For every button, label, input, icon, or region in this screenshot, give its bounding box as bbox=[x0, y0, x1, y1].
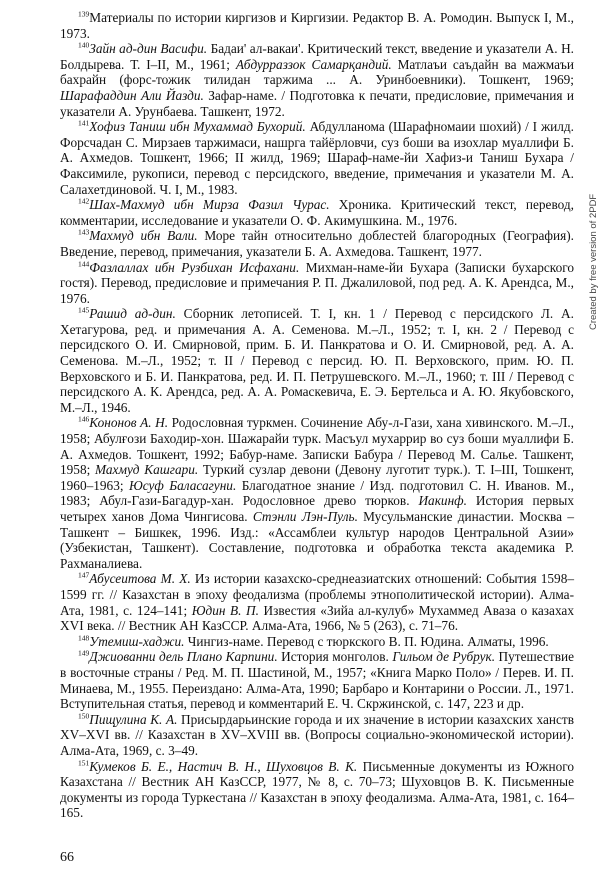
footnote-number: 147 bbox=[78, 570, 90, 580]
footnote-number: 145 bbox=[78, 305, 90, 315]
citation-text: Сборник летописей. Т. I, кн. 1 / Перевод с персидского Л. А. Хетагурова, ред. и примечания А. А. Семенова. М.–Л., 1952; т. I, кн. 2 / Перевод с персидского О. И. Смирновой, прим. Б. И. Панкратова и О. И. Смирновой, ред. А. А. Семенова. М.–Л., 1952; т. II / Перевод с персид. Ю. П. Верховского, прим. Ю. П. Верховского и Б. И. Панкратова, ред. И. П. Петрушевского. М.–Л., 1960; т. III / Перевод с персидского А. К. Арендса, ред. А. А. Ромаскевича, Е. Э. Бертельса и А. Ю. Якубовского, М.–Л., 1946. bbox=[60, 306, 574, 415]
author-name: Юсуф Баласагуни. bbox=[128, 477, 237, 493]
citation-text: Абдулланома (Шарафномаии шохий) / I жилд. Форсчадан С. Мирзаев таржимаси, нашрга тайёрловчи, суз боши ва изохлар муаллифи Б. А. Ахмедов. Тошкент, 1966; II жилд, 1969; Шараф-наме-йи Хафиз-и Таниш Бухара / Факсимиле, рукописи, перевод с персидского, введение, примечания и указатели М. А. Салахетдиновой. Ч. I, М., 1983. bbox=[60, 119, 575, 197]
citation-text: Хроника. Критический текст, перевод, комментарии, исследование и указатели О. Ф. Акимушкина. М., 1976. bbox=[60, 197, 574, 228]
footnote-number: 143 bbox=[78, 227, 90, 237]
watermark-text: Created by free version of 2PDF bbox=[588, 193, 599, 330]
citation-text: Михман-наме-йи Бухара (Записки бухарского гостя). Перевод, предисловие и примечания Р. П. Джалиловой, под ред. А. К. Арендса, М., 1976. bbox=[60, 259, 574, 306]
author-name: Абусеитова М. Х. bbox=[89, 571, 191, 587]
citation-text: Родословная туркмен. Сочинение Абу-л-Гази, хана хивинского. М.–Л., 1958; Абулғози Баходир-хон. Шажарайи турк. Масъул мухаррир во суз боши муаллифи Б. А. Ахмедов. Тошкент, 1992; Бабур-наме. Записки Бабура / Перевод М. Салье. Ташкент, 1958; bbox=[60, 415, 574, 478]
citation-text: Благодатное знание / Изд. подготовил С. Н. Иванов. М., 1983; Абул-Гази-Багадур-хан. Родословное древо тюрков. bbox=[60, 477, 575, 509]
footnote-140 bbox=[60, 41, 574, 119]
citation-text: Путешествие в восточные страны / Ред. М. П. Шастиной, М., 1957; «Книга Марко Поло» / Перев. И. П. Минаева, М., 1955. Переиздано: Алма-Ата, 1990; Барбаро и Контарини о России. Л., 1971. Вступительная статья, перевод и комментарий Е. Ч. Скржинской, с. 147, 223 и др. bbox=[60, 649, 575, 712]
citation-text: Туркий сузлар девони (Девону луготит турк.). Т. I–III, Тошкент, 1960–1963; bbox=[60, 462, 574, 493]
footnote-number: 146 bbox=[78, 415, 90, 425]
footnote-142 bbox=[60, 197, 574, 228]
footnote-147 bbox=[60, 571, 574, 633]
footnote-number: 150 bbox=[78, 711, 90, 721]
footnote-number: 140 bbox=[78, 40, 90, 50]
footnote-141 bbox=[60, 119, 574, 197]
author-name: Рашид ад-дин. bbox=[89, 306, 176, 322]
author-name: Кумеков Б. Е., Настич В. Н., Шуховцов В. К. bbox=[89, 758, 358, 774]
footnote-number: 142 bbox=[78, 196, 90, 206]
footnote-144 bbox=[60, 260, 574, 307]
footnote-number: 148 bbox=[78, 633, 90, 643]
citation-text: Присырдарьинские города и их значение в истории казахских ханств XV–XVI вв. // Казахстан в XV–XVIII вв. (Вопросы социально-экономической истории). Алма-Ата, 1969, с. 3–49. bbox=[60, 711, 574, 758]
citation-text: Чингиз-наме. Перевод с тюркского В. П. Юдина. Алматы, 1996. bbox=[184, 633, 549, 649]
author-name: Махмуд ибн Вали. bbox=[89, 228, 198, 244]
footnote-149 bbox=[60, 649, 574, 711]
page-number: 66 bbox=[60, 850, 74, 865]
citation-text: История монголов. bbox=[277, 649, 393, 665]
author-name: Фазлаллах ибн Рузбихан Исфахани. bbox=[89, 259, 300, 275]
author-name: Иакинф. bbox=[418, 493, 467, 509]
author-name: Пищулина К. А. bbox=[89, 711, 178, 727]
citation-text: Письменные документы из Южного Казахстана // Вестник АН КазССР, 1977, № 8, с. 70–73; Шуховцов В. К. Письменные документы из города Туркестана // Казахстан в эпоху феодализма. Алма-Ата, 1981, с. 164–165. bbox=[60, 758, 574, 821]
citation-text: Матлаъи саъдайн ва мажмаъи бахрайн (форс-тожик тилидан таржима ... А. Уринбоевники). Тошкент, 1969; bbox=[60, 56, 574, 88]
footnotes-block bbox=[60, 10, 574, 821]
footnote-150 bbox=[60, 712, 574, 759]
citation-text: Мусульманские династии. Москва – Ташкент – Бишкек, 1996. Изд.: «Ассамблеи культур народов Центральной Азии» (Узбекистан, Ташкент). Составление, подготовка и обработка текста академика Р. Рахманалиева. bbox=[60, 509, 574, 571]
author-name: Гильом де Рубрук. bbox=[392, 649, 496, 665]
footnote-number: 141 bbox=[78, 118, 90, 128]
citation-text: История первых четырех ханов Дома Чингисова. bbox=[60, 493, 574, 524]
footnote-number: 149 bbox=[78, 648, 90, 658]
author-name: Хофиз Таниш ибн Мухаммад Бухорий. bbox=[89, 119, 306, 135]
author-name: Утемиш-хаджи. bbox=[89, 633, 185, 649]
citation-text: Бадаи' ал-вакаи'. Критический текст, введение и указатели А. Н. Болдырева. Т. I–II, М., 1961; bbox=[60, 41, 574, 72]
footnote-143 bbox=[60, 228, 574, 259]
citation-text: Из истории казахско-среднеазиатских отношений: События 1598–1599 гг. // Казахстан в эпоху феодализма (проблемы этнополитической истории). Алма-Ата, 1981, с. 124–141; bbox=[60, 571, 574, 618]
citation-text: Материалы по истории киргизов и Киргизии. Редактор В. А. Ромодин. Выпуск I, М., 1973. bbox=[60, 10, 574, 41]
footnote-139 bbox=[60, 10, 574, 41]
author-name: Шах-Махмуд ибн Мирза Фазил Чурас. bbox=[89, 197, 330, 213]
footnote-number: 151 bbox=[78, 758, 90, 768]
footnote-number: 144 bbox=[78, 259, 90, 269]
footnote-148 bbox=[60, 634, 574, 650]
author-name: Джиованни дель Плано Карпини. bbox=[89, 649, 278, 665]
footnote-number: 139 bbox=[78, 9, 90, 19]
footnote-145 bbox=[60, 306, 574, 415]
citation-text: Известия «Зийа ал-кулуб» Мухаммед Аваза о казахах XVI века. // Вестник АН КазССР. Алма-Ата, 1966, № 5 (263), с. 71–76. bbox=[60, 602, 574, 634]
author-name: Юдин В. П. bbox=[191, 602, 259, 618]
author-name: Шарафаддин Али Йазди. bbox=[60, 87, 204, 103]
author-name: Зайн ад-дин Васифи. bbox=[89, 41, 208, 57]
author-name: Стэнли Лэн-Пуль. bbox=[252, 509, 358, 524]
footnote-151 bbox=[60, 759, 574, 821]
author-name: Махмуд Кашгари. bbox=[95, 462, 199, 478]
author-name: Абдурраззок Самарқандий. bbox=[235, 56, 392, 72]
author-name: Кононов А. Н. bbox=[89, 415, 169, 431]
citation-text: Море тайн относительно доблестей благородных (География). Введение, перевод, примечания, указатели Б. А. Ахмедова. Ташкент, 1977. bbox=[60, 228, 575, 259]
footnote-146 bbox=[60, 415, 574, 571]
watermark-side-note bbox=[586, 130, 600, 330]
citation-text: Зафар-наме. / Подготовка к печати, предисловие, примечания и указатели А. Урунбаева. Ташкент, 1972. bbox=[60, 87, 575, 119]
